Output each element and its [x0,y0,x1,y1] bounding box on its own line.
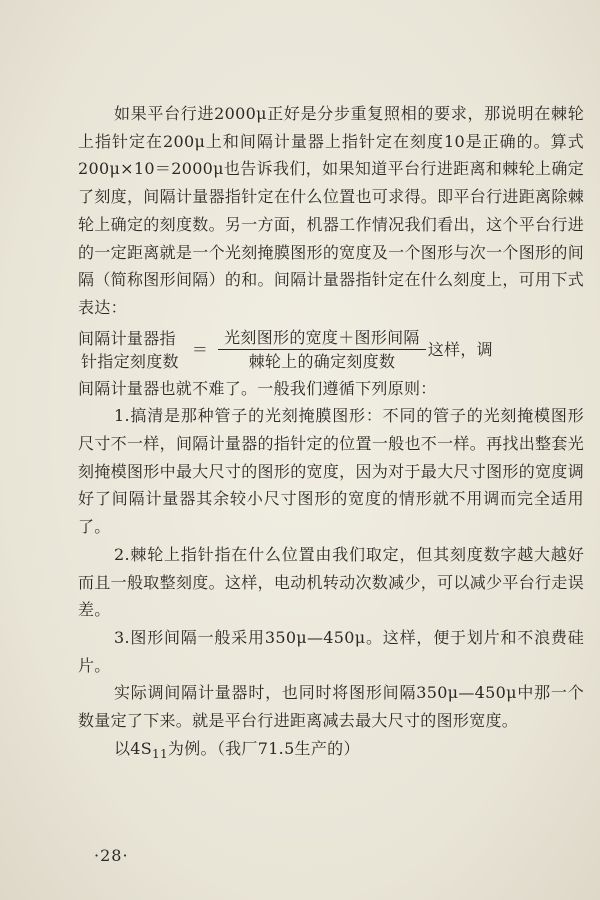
formula-tail: 这样，调 [427,339,493,359]
page-number: ·28· [94,846,129,865]
paragraph-3: 1.搞清是那种管子的光刻掩膜图形：不同的管子的光刻掩模图形尺寸不一样，间隔计量器的指针定的位置一般也不一样。再找出整套光刻掩模图形中最大尺寸的图形的宽度，因为对于最大尺寸图形的宽度调好了间隔计量器其余较小尺寸图形的宽度的情形就不用调而完全适用了。 [78,406,584,537]
formula [78,325,584,375]
formula-numerator: 光刻图形的宽度＋图形间隔 [218,327,426,350]
paragraph-5: 3.图形间隔一般采用350μ—450μ。这样，便于划片和不浪费硅片。 [78,627,584,675]
paragraph-4: 2.棘轮上指针指在什么位置由我们取定，但其刻度数字越大越好而且一般取整刻度。这样，电动机转动次数减少，可以减少平台行走误差。 [78,544,584,620]
example-suffix: 为例。（我厂71.5生产的） [167,738,360,758]
body-text [78,100,584,769]
paragraph-6: 实际调间隔计量器时，也同时将图形间隔350μ—450μ中那一个数量定了下来。就是平台行进距离减去最大尺寸的图形宽度。 [78,683,584,731]
formula-lhs [78,328,182,372]
paragraph-2: 间隔计量器也就不难了。一般我们遵循下列原则： [78,378,437,398]
example-prefix: 以4S [114,738,153,758]
example-subscript: 11 [152,746,168,761]
paragraph-7 [78,735,584,769]
formula-denominator: 棘轮上的确定刻度数 [248,352,396,372]
formula-rhs [218,327,426,372]
formula-lhs-top: 间隔计量器指 [78,328,176,348]
paragraph-1: 如果平台行进2000μ正好是分步重复照相的要求，那说明在棘轮上指针定在200μ上和间隔计量器上指针定在刻度10是正确的。算式200μ×10＝2000μ也告诉我们，如果知道平台行进距离和棘轮上确定了刻度，间隔计量器指针定在什么位置也可求得。即平台行进距离除棘轮上确定的刻度数。另一方面，机器工作情况我们看出，这个平台行进的一定距离就是一个光刻掩膜图形的宽度及一个图形与次一个图形的间隔（简称图形间隔）的和。间隔计量器指针定在什么刻度上，可用下式表达： [78,104,584,317]
formula-equals: ＝ [191,339,209,359]
formula-lhs-bottom: 针指定刻度数 [81,351,179,371]
